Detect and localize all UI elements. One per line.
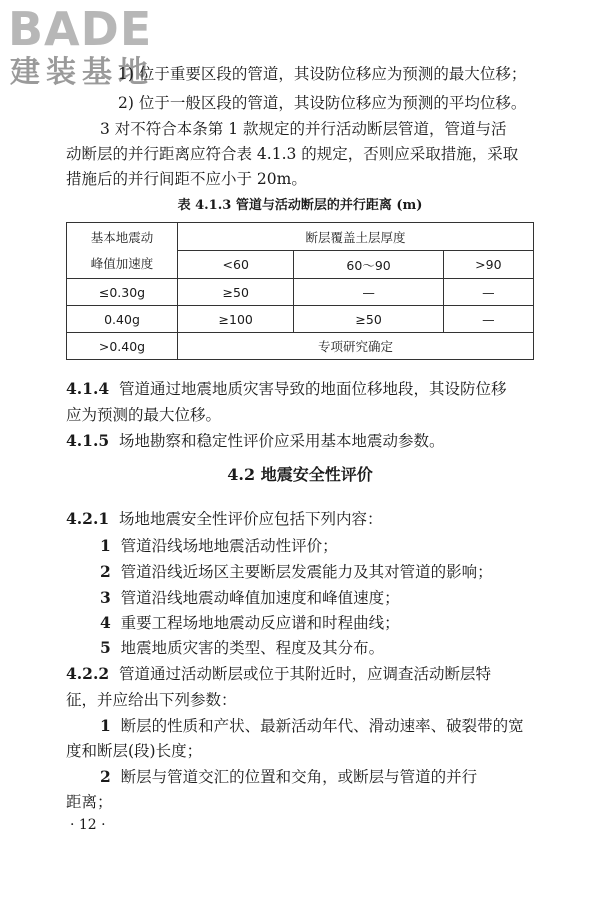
table-cell: ≥100 xyxy=(178,306,294,333)
list-item xyxy=(0,561,600,583)
header-group-cell: 断层覆盖土层厚度 xyxy=(178,223,534,251)
table-cell: ≥50 xyxy=(294,306,443,333)
item-number: 1 xyxy=(100,716,111,735)
clause-number: 4.1.4 xyxy=(66,379,110,398)
column-header-lt60: <60 xyxy=(178,251,294,279)
table-row xyxy=(67,279,534,306)
item-number: 3 xyxy=(100,588,111,607)
column-header-60-90: 60～90 xyxy=(294,251,443,279)
header-left-line-2: 峰值加速度 xyxy=(90,255,154,271)
list-item xyxy=(0,587,600,609)
list-item xyxy=(0,637,600,659)
logo-subtitle-text: 建装基地 xyxy=(10,55,154,90)
row-label: ≤0.30g xyxy=(67,279,178,306)
item-text: 重要工程场地地震动反应谱和时程曲线； xyxy=(120,614,400,632)
item-text: 管道沿线场地地震活动性评价； xyxy=(120,537,338,555)
table-merged-cell: 专项研究确定 xyxy=(178,333,534,360)
header-left-line-1: 基本地震动 xyxy=(90,229,154,245)
clause-4-2-2-line-1 xyxy=(0,663,600,685)
table-row xyxy=(67,306,534,333)
clause-number: 4.1.5 xyxy=(66,431,110,450)
clause-4-2-2-item-2-line-1 xyxy=(0,766,600,788)
item-text: 断层与管道交汇的位置和交角，或断层与管道的并行 xyxy=(120,768,478,786)
item-number: 4 xyxy=(100,613,111,632)
clause-text: 场地勘察和稳定性评价应采用基本地震动参数。 xyxy=(119,432,445,450)
clause-number: 4.2.1 xyxy=(66,509,110,528)
section-heading: 4.2 地震安全性评价 xyxy=(227,465,373,484)
list-item xyxy=(0,535,600,557)
clause-text: 场地地震安全性评价应包括下列内容： xyxy=(119,510,383,528)
clause-4-2-2-item-1-line-1 xyxy=(0,715,600,737)
paragraph-clause-3-line-3: 措施后的并行间距不应小于 20m。 xyxy=(66,170,307,188)
paragraph-clause-3-line-2: 动断层的并行距离应符合表 4.1.3 的规定，否则应采取措施，采取 xyxy=(66,145,519,163)
item-number: 2 xyxy=(100,767,111,786)
header-acceleration-cell xyxy=(67,223,178,279)
table-header-row xyxy=(67,223,534,251)
table-caption: 表 4.1.3 管道与活动断层的并行距离 (m) xyxy=(177,198,423,213)
page-number: · 12 · xyxy=(70,817,106,833)
distance-table xyxy=(66,222,534,360)
clause-4-1-4-line-1 xyxy=(0,378,600,400)
table-row xyxy=(67,333,534,360)
row-label: 0.40g xyxy=(67,306,178,333)
clause-4-1-4-line-2: 应为预测的最大位移。 xyxy=(66,406,222,424)
item-text: 断层的性质和产状、最新活动年代、滑动速率、破裂带的宽 xyxy=(120,717,524,735)
table-cell: — xyxy=(443,279,533,306)
item-text: 地震地质灾害的类型、程度及其分布。 xyxy=(120,639,385,657)
list-item xyxy=(0,612,600,634)
paragraph-clause-3-line-1: 3 对不符合本条第 1 款规定的并行活动断层管道，管道与活 xyxy=(100,120,507,138)
clause-4-2-1 xyxy=(0,508,600,530)
clause-text: 管道通过地震地质灾害导致的地面位移地段，其设防位移 xyxy=(119,380,507,398)
clause-number: 4.2.2 xyxy=(66,664,110,683)
logo-brand-text: BADE xyxy=(8,2,153,56)
item-text: 管道沿线地震动峰值加速度和峰值速度； xyxy=(120,589,400,607)
paragraph-item-2: 2) 位于一般区段的管道，其设防位移应为预测的平均位移。 xyxy=(118,94,527,112)
table-cell: — xyxy=(443,306,533,333)
clause-4-2-2-item-2-line-2: 距离； xyxy=(66,793,113,811)
item-number: 2 xyxy=(100,562,111,581)
column-header-gt90: >90 xyxy=(443,251,533,279)
clause-4-2-2-line-2: 征，并应给出下列参数： xyxy=(66,691,237,709)
item-number: 1 xyxy=(100,536,111,555)
paragraph-item-1: 1) 位于重要区段的管道，其设防位移应为预测的最大位移； xyxy=(118,65,527,83)
clause-text: 管道通过活动断层或位于其附近时，应调查活动断层特 xyxy=(119,665,492,683)
clause-4-1-5 xyxy=(0,430,600,452)
table-cell: — xyxy=(294,279,443,306)
item-text: 管道沿线近场区主要断层发震能力及其对管道的影响； xyxy=(120,563,493,581)
item-number: 5 xyxy=(100,638,111,657)
clause-4-2-2-item-1-line-2: 度和断层(段)长度； xyxy=(66,742,203,760)
table-cell: ≥50 xyxy=(178,279,294,306)
row-label: >0.40g xyxy=(67,333,178,360)
